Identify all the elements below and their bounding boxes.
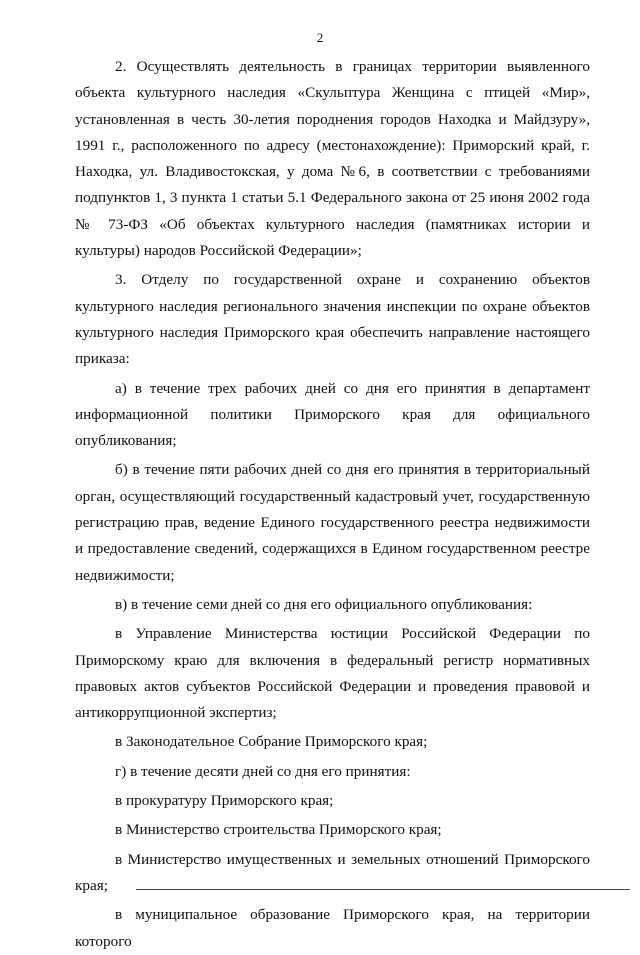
page-number: 2: [316, 30, 324, 45]
subitem-b: б) в течение пяти рабочих дней со дня его принятия в территориальный орган, осуществляющий государственный кадастровый учет, государственную регистрацию прав, ведение Единого государственного реестра недвижимости и предоставление сведений, содержащихся в Едином государственном реестре недвижимости;: [75, 461, 590, 584]
bottom-divider: [136, 889, 630, 890]
recipient-ministry-of-justice: в Управление Министерства юстиции Российской Федерации по Приморскому краю для включения в федеральный регистр нормативных правовых актов субъектов Российской Федерации и проведения правовой и антикоррупционной экспертиз;: [75, 625, 590, 722]
subitem-g: г) в течение десяти дней со дня его принятия:: [115, 762, 411, 780]
document-body: [75, 54, 590, 955]
paragraph-item-2: 2. Осуществлять деятельность в границах территории выявленного объекта культурного наследия «Скульптура Женщина с птицей «Мир», установленная в честь 30-летия породнения городов Находка и Майдзуру», 1991 г., расположенного по адресу (местонахождение): Приморский край, г. Находка, ул. Владивостокская, у дома №6, в соответствии с требованиями подпунктов 1, 3 пункта 1 статьи 5.1 Федерального закона от 25 июня 2002 года № 73-ФЗ «Об объектах культурного наследия (памятниках истории и культуры) народов Российской Федерации»;: [75, 58, 590, 260]
subitem-a: а) в течение трех рабочих дней со дня его принятия в департамент информационной политики Приморского края для официального опубликования;: [75, 379, 590, 450]
recipient-legislative-assembly: в Законодательное Собрание Приморского края;: [115, 733, 428, 751]
paragraph-item-3: 3. Отделу по государственной охране и сохранению объектов культурного наследия регионального значения инспекции по охране объектов культурного наследия Приморского края обеспечить направление настоящего приказа:: [75, 271, 590, 368]
recipient-ministry-of-property: в Министерство имущественных и земельных отношений Приморского края;: [75, 850, 590, 894]
recipient-ministry-of-construction: в Министерство строительства Приморского края;: [115, 821, 442, 839]
recipient-prosecutor-office: в прокуратуру Приморского края;: [115, 792, 334, 810]
recipient-municipality: в муниципальное образование Приморского края, на территории которого: [75, 906, 590, 950]
subitem-v: в) в течение семи дней со дня его официального опубликования:: [115, 595, 533, 613]
